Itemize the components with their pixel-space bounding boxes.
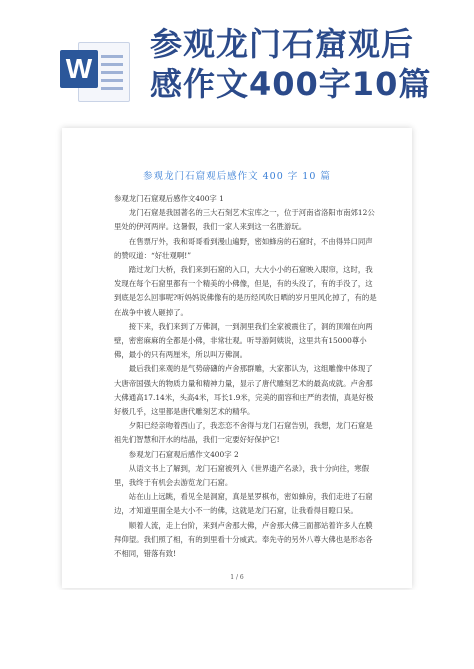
paragraph: 站在山上远眺，看见全是洞窟，真是星罗棋布，密如蜂房，我们走进了石窟边，才知道里面全是大小不一的佛，这就是龙门石窟，让我看得目瞪口呆。 bbox=[114, 492, 373, 516]
essay-heading: 参观龙门石窟观后感作文400字 1 bbox=[114, 194, 224, 203]
title-line-1: 参观龙门石窟观后 bbox=[150, 25, 415, 63]
paragraph: 接下来，我们来到了万佛洞，一到洞里我们全家被震住了，洞的顶端在向两壁，密密麻麻的全都是小佛，非常壮观。听导游阿姨说，这里共有15000尊小佛，最小的只有两厘米，所以叫万佛洞。 bbox=[114, 321, 373, 360]
paragraph: 顺着人流，走上台阶，来到卢舍那大佛，卢舍那大佛三面都站着许多人在膜拜仰望。我们照了相，有的到里看十分威武。奉先寺的另外八尊大佛也是形态各不相同，错落有致! bbox=[114, 520, 373, 559]
header-banner bbox=[0, 0, 474, 120]
bottom-strip bbox=[0, 590, 474, 669]
paragraph: 最后我们来观的是气势磅礴的卢舍那群雕，大家都认为，这组雕像中体现了大唐帝国强大的物质力量和精神力量，显示了唐代雕刻艺术的最高成就。卢舍那大佛通高17.14米，头高4米，耳长1.9米，完美的面容和庄严的表情，真是好极好极几乎，这里都是唐代雕刻艺术的精华。 bbox=[114, 364, 374, 417]
paragraph: 踏过龙门大桥，我们来到石窟的入口，大大小小的石窟映入眼帘，这时，我发现在每个石窟里都有一个精美的小佛像，但是，有的头没了，有的手没了，这到底是怎么回事呢?听妈妈说佛像有的是历经风吹日晒的岁月里风化掉了，有的是在战争中被人砸掉了。 bbox=[114, 265, 377, 317]
document-body bbox=[114, 192, 380, 561]
title-line-2: 感作文400字10篇 bbox=[150, 65, 432, 103]
paragraph: 从语文书上了解到，龙门石窟被列入《世界遗产名录》，我十分向往，寒假里，我终于有机会去游览龙门石窟。 bbox=[114, 463, 369, 488]
word-icon bbox=[60, 38, 130, 102]
paragraph: 在售票厅外，我和哥哥看到漫山遍野，密如蜂房的石窟时，不由得异口同声的赞叹道：“好壮观啊!” bbox=[114, 236, 373, 260]
word-letter-icon: W bbox=[60, 50, 98, 88]
document-page bbox=[62, 128, 412, 588]
paragraph: 龙门石窟是我国著名的三大石刻艺术宝库之一，位于河南省洛阳市南郊12公里处的伊河两岸。这暑假，我们一家人来到这一名胜游玩。 bbox=[114, 208, 375, 232]
essay-heading: 参观龙门石窟观后感作文400字 2 bbox=[128, 449, 239, 459]
document-title: 参观龙门石窟观后感作文 400 字 10 篇 bbox=[143, 171, 331, 182]
page-title bbox=[150, 24, 450, 104]
page-number: 1 / 6 bbox=[230, 574, 244, 581]
paragraph: 夕阳已经亲吻着西山了，我恋恋不舍得与龙门石窟告别，我想，龙门石窟是祖先们智慧和汗水的结晶，我们一定要好好保护它! bbox=[114, 421, 373, 445]
